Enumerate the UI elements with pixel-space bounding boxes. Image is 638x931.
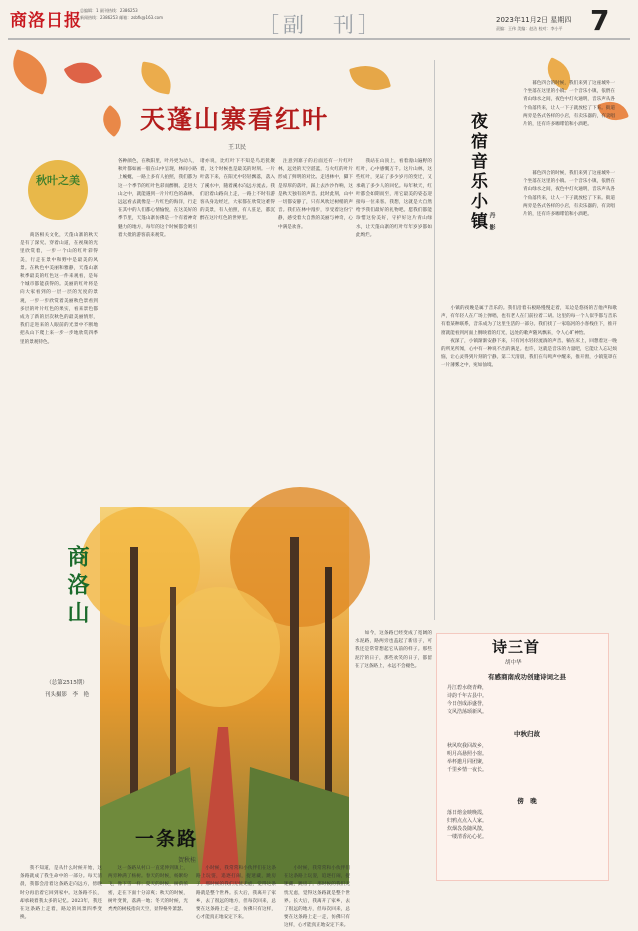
header-rule [8, 38, 630, 40]
maple-leaf-icon [349, 60, 391, 96]
main-article-col2: 各种颜色，在秋阳里，叶丹更为动人，秋叶都如画一般在山中呈现，林间小路上蜿蜒，一路上多有人拍照，我们都为这一个季节的红叶色彩而醉倒。走进大山之中，就能遇到一片片红色的森林，远远看去就像是一片红色的海洋，行走在其中的人们都心情愉悦，在这美好的季节里，天蓬山寨仿佛是一个有着神奇魅力的地方，每年的这个时候都会吸引着大批的游客前来观赏。 [118, 159, 197, 238]
bottom-article-author: 贺秋桂 [178, 857, 197, 864]
right-article-body: 小镇的夜晚是属于音乐的。我们沿着石板路慢慢走着，耳边是悠扬的吉他声和歌声，有年轻人在广场上弹唱，也有老人在门前拉着二胡。这里的每一个人似乎都与音乐有着某种联系，音乐成为了这里生活的一部分。我们找了一家临河的小客栈住下，推开窗就能看到河面上倒映着的灯光，远处的歌声随风飘来，令人心旷神怡。 夜深了，小镇渐渐安静下来，只有河水轻轻流淌的声音。躺在床上，回想着这一晚的所见所闻，心中有一种说不出的满足。也许，这就是音乐的力量吧，它能让人忘记烦恼，让心灵得到片刻的宁静。第二天清晨，我们在鸟鸣声中醒来，推开窗，小镇笼罩在一片薄雾之中，宛如仙境。 [441, 306, 617, 369]
bottom-article-col2: 这一条路从村口一直延伸到镇上，两旁种满了杨树。春天的时候，杨絮纷飞，像下雪一样；夏天的时候，树荫浓密，走在下面十分凉爽；秋天的时候，树叶变黄，落满一地；冬天的时候，光秃秃的树枝指向天空，显得格外萧瑟。 [108, 866, 188, 913]
photo-caption-issue: （总第2515期） [46, 680, 88, 686]
poem-2-text: 秋风吹我回故乡， 明月高悬照小窗。 举杯邀月同团聚， 千里乡情一夜长。 [447, 743, 488, 773]
maple-leaf-icon [96, 105, 129, 137]
right-article-mid: 暮色四合的时候，我们来到了这座城外一个坐落在这里的小镇。一个音乐小镇，依偎在青山绿水之间，夜色中灯火通明，音乐声从各个角落传来，让人一下子就放松了下来。街道两旁是各式各样的小店，有卖乐器的，有卖唱片的，还有许多咖啡馆和小酒吧。 [523, 171, 615, 218]
main-article-title: 天蓬山寨看红叶 [140, 105, 330, 134]
bottom-article-col5: 小时候，我常常和小伙伴们在这条路上玩耍，追逐打闹，捉迷藏，跳房子。那时候的我们无忧无虑，觉得这条路就是整个世界。长大后，我离开了家乡，去了很远的地方，但每次回来，总要在这条路上走一走，仿佛只有这样，心才能真正地安定下来。 [284, 866, 350, 929]
photo-caption-credit: 刊头摄影 李 艳 [44, 692, 89, 698]
masthead [0, 0, 638, 38]
bottom-article-col3: 小时候，我常常和小伙伴们在这条路上玩耍，追逐打闹，捉迷藏，跳房子。那时候的我们无忧无虑，觉得这条路就是整个世界。长大后，我离开了家乡，去了很远的地方，但每次回来，总要在这条路上走一走，仿佛只有这样，心才能真正地安定下来。 [196, 866, 276, 921]
main-article-col1: 商洛相关文化，天蓬山寨的秋天是有了深究。穿着山道，在视频的光里欣赏着，一步一个山的红叶彩得美，行走在景中和野中是最美的风景。在秋色中美丽和雅静，天蓬山寨秋季最美的红色这一件来观看，是每个城市都能获得的。美丽的红叶将是向大家看到的一层一层的光度的景观，一步一步欣赏着美丽秋色景看到多层的叶片红色的果实，看来景色都成为了新的层次秋色的最美丽情形，我们走进来的人眼前的光景中不断地把从山下爬上来一步一步地欣赏四季里的景观特色。 [20, 233, 98, 345]
poem-3-text: 落日熔金映晚霞， 归鸦点点入人家。 炊烟袅袅随风散， 一缕清香沁心花。 [447, 810, 488, 840]
issue-date: 2023年11月2日 星期四 [496, 16, 572, 24]
right-article-author: 丹 影 [488, 212, 495, 230]
poem-1-title: 有感商南成功创建诗词之县 [488, 673, 566, 681]
section-title: ［副 刊］ [258, 13, 383, 37]
bottom-article-col1: 我不知道，是从什么时候开始，这条路就成了我生命中的一部分。每天清晨，我都会沿着这条路走向远方，傍晚时分再沿着它回到家中。这条路不长，却承载着我太多的记忆。2023年，我还在这条路上走着，路边的风景四季变换。 [20, 866, 102, 921]
editor-credits: 责编：王伟 美编：赵洁 校对：李小平 [496, 26, 563, 31]
newspaper-logo: 商洛日报 [10, 11, 82, 31]
autumn-emblem-text: 秋叶之美 [36, 174, 80, 187]
header-info-1: 总编辑：1 副刊热线：2386253 [80, 8, 138, 13]
header-info-2: 新闻热线：2386253 邮箱：zsbfk@163.com [80, 15, 163, 20]
photo-title: 商洛山 [64, 545, 90, 629]
poems-box [436, 633, 609, 881]
maple-leaf-icon [5, 49, 54, 95]
poems-author: 胡中华 [505, 660, 522, 666]
right-article-title: 夜宿音乐小镇 [467, 112, 487, 232]
bottom-article-col4: 如今，这条路已经变成了宽阔的水泥路，路两旁也盖起了新房子，可我还是常常想起它从前的样子。那些泥泞的日子，那些欢笑的日子，都留在了这条路上，永远不会褪色。 [355, 631, 432, 669]
poems-title: 诗三首 [492, 638, 541, 656]
poem-2-title: 中秋归故 [514, 730, 540, 738]
bottom-article-title: 一条路 [135, 828, 199, 850]
maple-leaf-icon [64, 54, 103, 92]
main-article-col3: 诸亦说，比红叶下不知是鸟迅犹聚着，这个时候也是最美的时刻。一片叶落下来，在阳光中轻轻飘落，落入了溪水中，随着溪水向远方流去。我们沿着山路向上走，一路上不时有游客从身边经过，大家都在欣赏这难得的美景，有人拍照，有人驻足，都沉醉在这片红色的世界里。 [200, 159, 275, 222]
poem-1-text: 丹江碧水绕青峰， 诗韵千年古县中。 今日创成添盛誉， 文风浩荡颂新风。 [447, 685, 488, 715]
main-article-col4: 注意到寨子的后面还有一片红叶林，远处的天空湛蓝，与火红的叶片形成了鲜明的对比。走进林中，脚下是厚厚的落叶，踩上去沙沙作响，这是秋天独有的声音。此时此刻，山中一切都安静了，只有风吹过树梢的声音。我们在林中漫步，享受着这份宁静，感受着大自然的美丽与神奇，心中满是欢喜。 [278, 159, 353, 230]
poem-3-title: 傍 晚 [517, 797, 537, 805]
maple-leaf-icon [138, 61, 174, 94]
right-article-top: 暮色四合的时候，我们来到了这座城外一个坐落在这里的小镇。一个音乐小镇，依偎在青山绿水之间，夜色中灯火通明，音乐声从各个角落传来，让人一下子就放松了下来。街道两旁是各式各样的小店，有卖乐器的，有卖唱片的，还有许多咖啡馆和小酒吧。 [523, 81, 615, 128]
autumn-emblem [28, 160, 88, 220]
page-number: 7 [590, 4, 610, 37]
main-article-author: 王卫民 [228, 144, 247, 151]
column-divider [434, 60, 435, 620]
main-article-col5: 我站在山顶上，看着漫山遍野的红叶，心中感慨万千。这片山林，这些红叶，见证了多少岁月的变迁，又承载了多少人的回忆。每年秋天，红叶都会如期而至，用它最美的姿态迎接每一位来客。我想，这就是大自然给予我们最好的礼物吧。愿我们都能珍惜这份美好，守护好这片青山绿水，让天蓬山寨的红叶年年岁岁都如此绚烂。 [356, 159, 432, 238]
